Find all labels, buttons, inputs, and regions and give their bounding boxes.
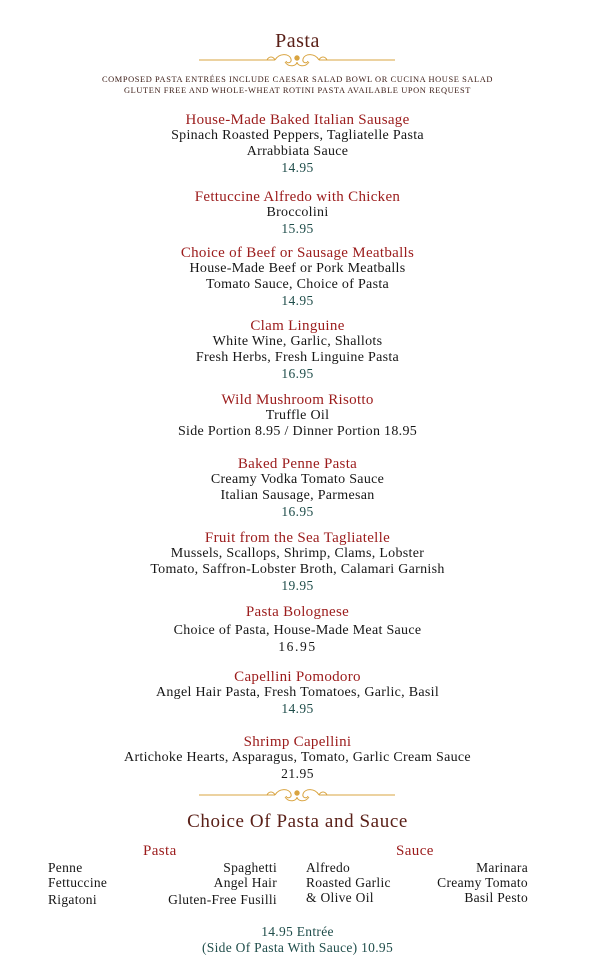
item-description: Tomato Sauce, Choice of Pasta — [205, 276, 390, 292]
menu-item — [0, 604, 595, 655]
item-description: Angel Hair Pasta, Fresh Tomatoes, Garlic, Basil — [155, 685, 440, 700]
note-caesar-salad: COMPOSED PASTA ENTRÉES INCLUDE CAESAR SALAD BOWL OR CUCINA HOUSE SALAD — [101, 75, 494, 84]
pasta-option: Gluten-Free Fusilli — [168, 892, 277, 907]
menu-item — [0, 189, 595, 237]
item-description: Italian Sausage, Parmesan — [220, 487, 375, 503]
item-description: House-Made Beef or Pork Meatballs — [189, 261, 406, 276]
item-price: 16.95 — [281, 365, 314, 381]
sauce-option: Alfredo — [306, 860, 351, 875]
pasta-heading: Pasta — [143, 843, 177, 859]
sauce-option: Marinara — [476, 860, 528, 875]
sauce-option: Roasted Garlic — [306, 875, 391, 890]
item-name: Capellini Pomodoro — [234, 669, 361, 685]
item-name: Baked Penne Pasta — [237, 456, 358, 472]
sauce-options-left — [306, 860, 391, 905]
item-price: 14.95 — [281, 159, 314, 175]
menu-notes — [0, 74, 595, 96]
entree-price: 14.95 Entrée — [261, 924, 334, 939]
menu-item — [0, 392, 595, 440]
item-price: 14.95 — [281, 292, 314, 308]
sauce-heading: Sauce — [396, 843, 434, 859]
pasta-option: Penne — [48, 860, 83, 875]
menu-item — [0, 530, 595, 593]
item-description: Artichoke Hearts, Asparagus, Tomato, Garlic Cream Sauce — [124, 750, 471, 765]
item-price: 14.95 — [281, 700, 314, 716]
item-name: Shrimp Capellini — [243, 734, 352, 750]
item-name: House-Made Baked Italian Sausage — [185, 112, 410, 128]
item-description: Broccolini — [266, 205, 329, 220]
pasta-options-left — [48, 860, 107, 907]
item-name: Choice of Beef or Sausage Meatballs — [180, 245, 415, 261]
pasta-option: Spaghetti — [223, 860, 277, 875]
menu-title: Pasta — [275, 30, 320, 52]
item-description: Fresh Herbs, Fresh Linguine Pasta — [195, 349, 400, 365]
menu-item — [0, 112, 595, 175]
item-name: Wild Mushroom Risotto — [221, 392, 374, 408]
pasta-option: Rigatoni — [48, 892, 97, 907]
ornamental-divider-icon — [197, 785, 397, 805]
item-price: 16.95 — [278, 638, 317, 654]
pasta-option: Fettuccine — [48, 875, 108, 890]
sauce-option: & Olive Oil — [306, 890, 374, 905]
item-description: Arrabbiata Sauce — [246, 143, 349, 159]
sauce-option: Basil Pesto — [464, 890, 528, 905]
menu-item — [0, 456, 595, 519]
item-name: Pasta Bolognese — [245, 604, 350, 620]
item-name: Fettuccine Alfredo with Chicken — [194, 189, 401, 205]
item-name: Clam Linguine — [250, 318, 345, 334]
item-description: Choice of Pasta, House-Made Meat Sauce — [173, 623, 422, 638]
item-description: Mussels, Scallops, Shrimp, Clams, Lobster — [170, 546, 425, 561]
ornamental-divider-icon — [197, 50, 397, 70]
pasta-options-right — [168, 860, 277, 907]
side-price: (Side Of Pasta With Sauce) 10.95 — [201, 940, 394, 955]
item-description: White Wine, Garlic, Shallots — [212, 334, 383, 349]
item-description: Creamy Vodka Tomato Sauce — [210, 472, 385, 487]
sauce-options-right — [437, 860, 528, 905]
item-description: Truffle Oil — [265, 408, 330, 423]
menu-item — [0, 669, 595, 717]
item-name: Fruit from the Sea Tagliatelle — [204, 530, 391, 546]
item-price: 15.95 — [281, 220, 314, 236]
item-description: Side Portion 8.95 / Dinner Portion 18.95 — [177, 423, 418, 439]
pasta-option: Angel Hair — [213, 875, 277, 890]
item-description: Spinach Roasted Peppers, Tagliatelle Pasta — [171, 128, 424, 143]
sauce-option: Creamy Tomato — [437, 875, 528, 890]
item-price: 21.95 — [281, 765, 314, 781]
choice-title: Choice Of Pasta and Sauce — [187, 811, 408, 832]
menu-item — [0, 245, 595, 308]
item-price: 16.95 — [281, 503, 314, 519]
note-gluten-free: GLUTEN FREE AND WHOLE-WHEAT ROTINI PASTA AVAILABLE UPON REQUEST — [124, 86, 471, 95]
choice-pricing — [0, 924, 595, 956]
menu-item — [0, 734, 595, 782]
item-description: Tomato, Saffron-Lobster Broth, Calamari Garnish — [150, 561, 445, 577]
menu-item — [0, 318, 595, 381]
item-price: 19.95 — [281, 577, 314, 593]
